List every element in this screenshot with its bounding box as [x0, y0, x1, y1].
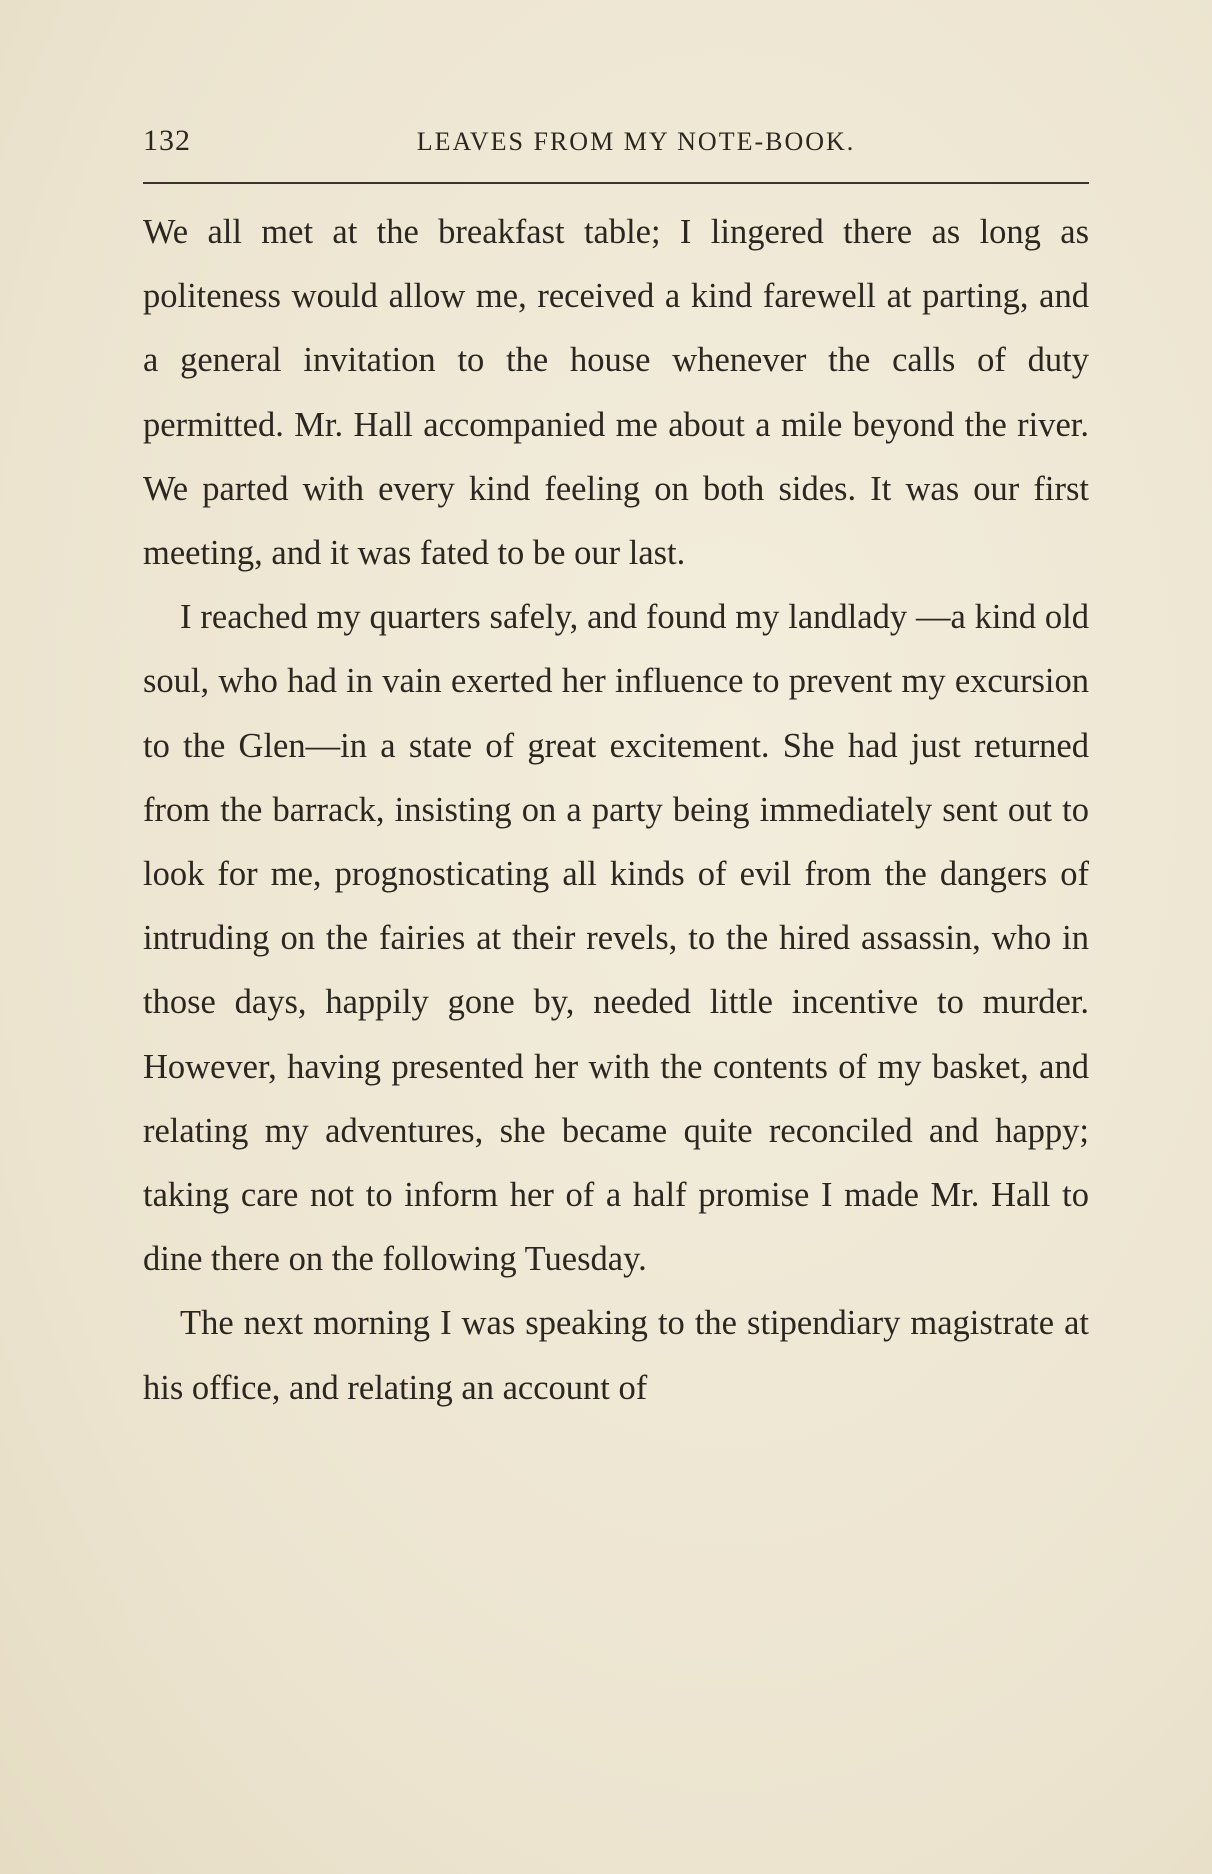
- paragraph-3: The next morning I was speaking to the stipendiary magistrate at his office, and relating an account of: [143, 1304, 1089, 1407]
- body-text: [143, 200, 1089, 1420]
- header-rule: [143, 182, 1089, 184]
- book-page: [143, 120, 1089, 1420]
- paragraph-2: I reached my quarters safely, and found my landlady —a kind old soul, who had in vain exerted her influence to prevent my excursion to the Glen—in a state of great excitement. She had just returned from the barrack, insisting on a party being immediately sent out to look for me, prognosticating all kinds of evil from the dangers of intruding on the fairies at their revels, to the hired assassin, who in those days, happily gone by, needed little incentive to murder. However, having presented her with the contents of my basket, and relating my adventures, she became quite reconciled and happy; taking care not to inform her of a half promise I made Mr. Hall to dine there on the following Tuesday.: [143, 598, 1089, 1279]
- running-title: LEAVES FROM MY NOTE-BOOK.: [416, 127, 856, 156]
- running-head: [143, 120, 1089, 170]
- paragraph-1: We all met at the breakfast table; I lingered there as long as politeness would allow me, received a kind farewell at parting, and a general invitation to the house whenever the calls of duty permitted. Mr. Hall accompanied me about a mile beyond the river. We parted with every kind feeling on both sides. It was our first meeting, and it was fated to be our last.: [143, 213, 1089, 573]
- page-number: 132: [143, 124, 191, 157]
